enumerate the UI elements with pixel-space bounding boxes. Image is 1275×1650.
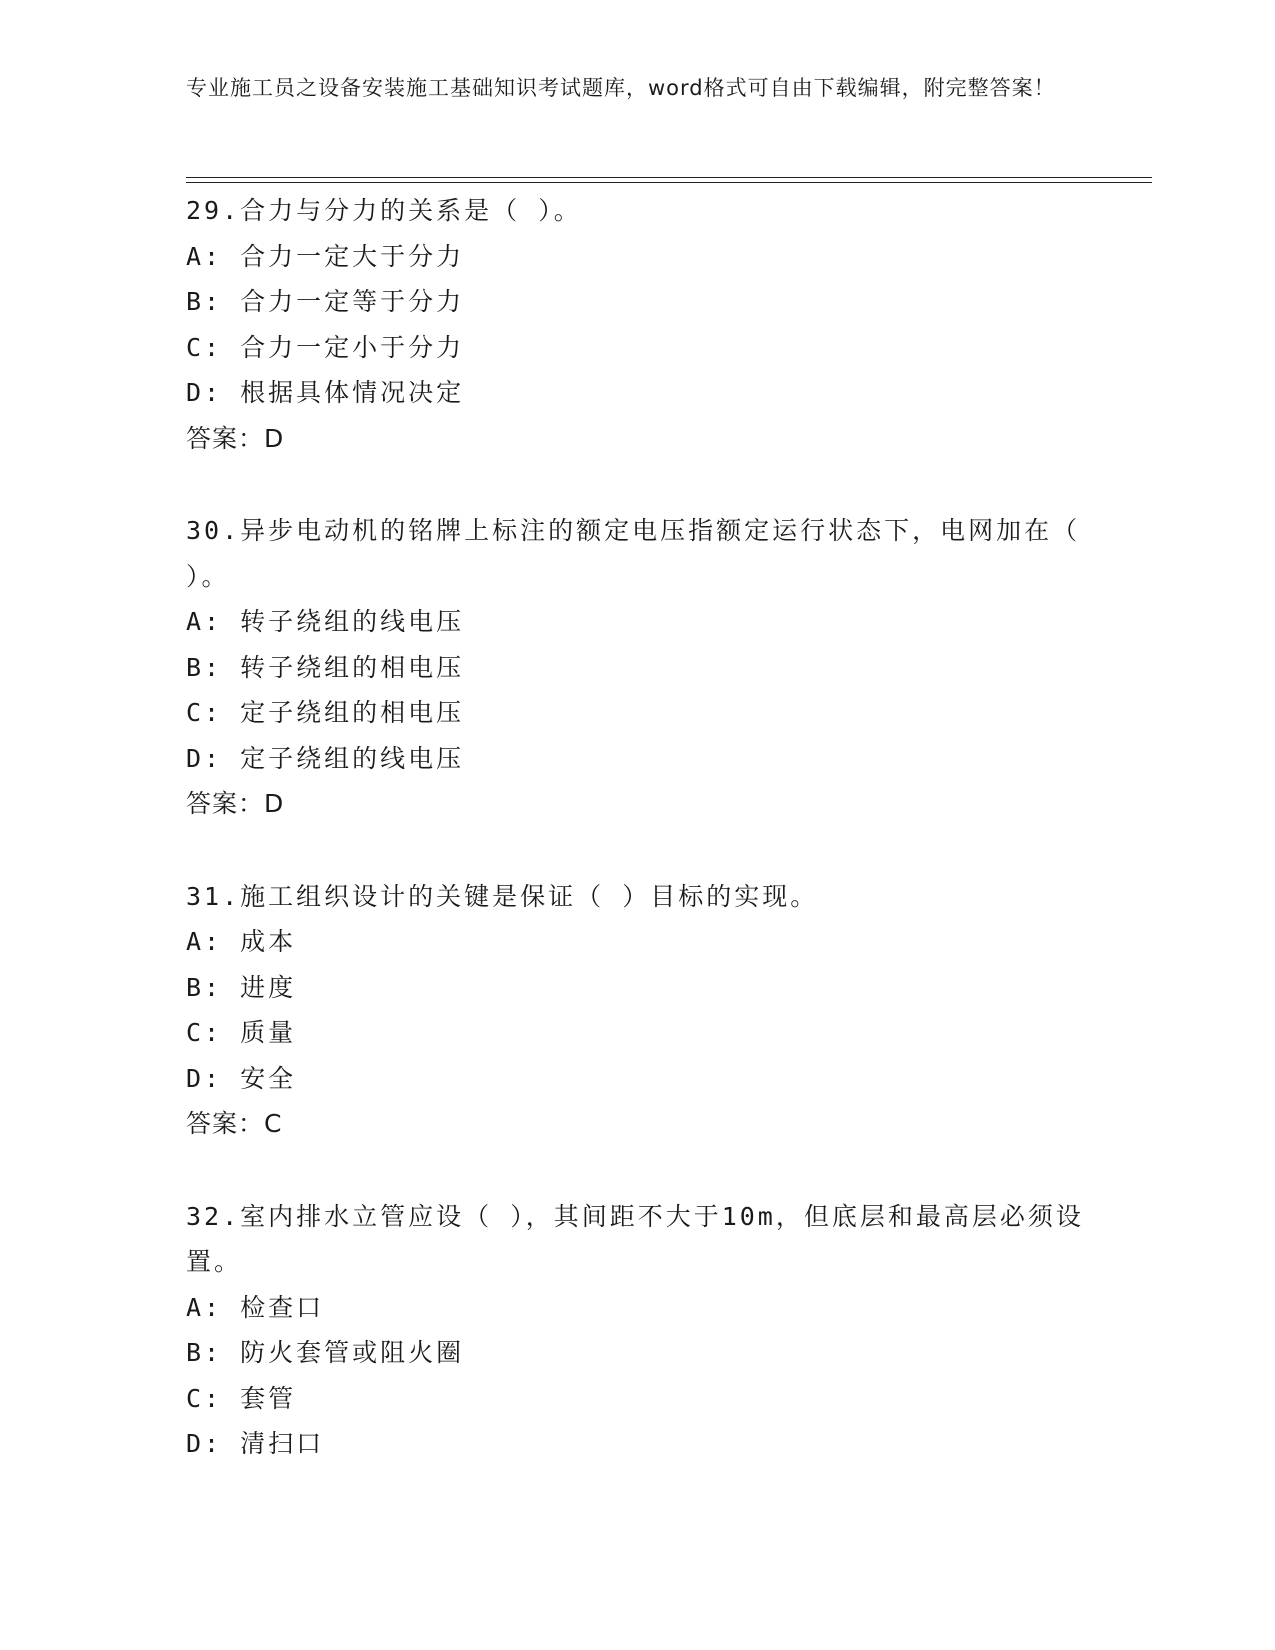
option-d: D: 根据具体情况决定 xyxy=(186,378,465,407)
page-header: 专业施工员之设备安装施工基础知识考试题库，word格式可自由下载编辑，附完整答案！ xyxy=(186,76,1056,100)
question-31 xyxy=(186,874,1086,1147)
question-stem: 32.室内排水立管应设（ ），其间距不大于10m，但底层和最高层必须设置。 xyxy=(186,1201,1084,1276)
option-d: D: 清扫口 xyxy=(186,1429,325,1458)
question-30 xyxy=(186,508,1086,827)
option-d: D: 安全 xyxy=(186,1063,297,1093)
option-b: B: 防火套管或阻火圈 xyxy=(186,1338,465,1367)
option-a: A: 合力一定大于分力 xyxy=(186,241,465,271)
question-29 xyxy=(186,188,1086,461)
answer-text: 答案：D xyxy=(186,423,285,453)
option-c: C: 质量 xyxy=(186,1018,297,1047)
question-stem: 31.施工组织设计的关键是保证（ ）目标的实现。 xyxy=(186,881,819,911)
option-b: B: 进度 xyxy=(186,972,297,1002)
question-stem: 29.合力与分力的关系是（ ）。 xyxy=(186,196,582,225)
answer-text: 答案：D xyxy=(186,789,285,818)
header-rule-bottom xyxy=(186,182,1152,183)
answer-text: 答案：C xyxy=(186,1109,283,1138)
option-b: B: 转子绕组的相电压 xyxy=(186,652,465,682)
question-list xyxy=(186,188,1086,1514)
option-a: A: 成本 xyxy=(186,927,297,956)
option-c: C: 定子绕组的相电压 xyxy=(186,698,465,727)
header-rule-top xyxy=(186,177,1152,178)
option-c: C: 合力一定小于分力 xyxy=(186,332,465,362)
option-d: D: 定子绕组的线电压 xyxy=(186,743,465,773)
option-a: A: 检查口 xyxy=(186,1292,325,1322)
option-a: A: 转子绕组的线电压 xyxy=(186,607,465,636)
question-32 xyxy=(186,1194,1086,1467)
question-stem: 30.异步电动机的铭牌上标注的额定电压指额定运行状态下，电网加在（ ）。 xyxy=(186,516,1081,591)
option-b: B: 合力一定等于分力 xyxy=(186,287,465,316)
option-c: C: 套管 xyxy=(186,1383,297,1413)
